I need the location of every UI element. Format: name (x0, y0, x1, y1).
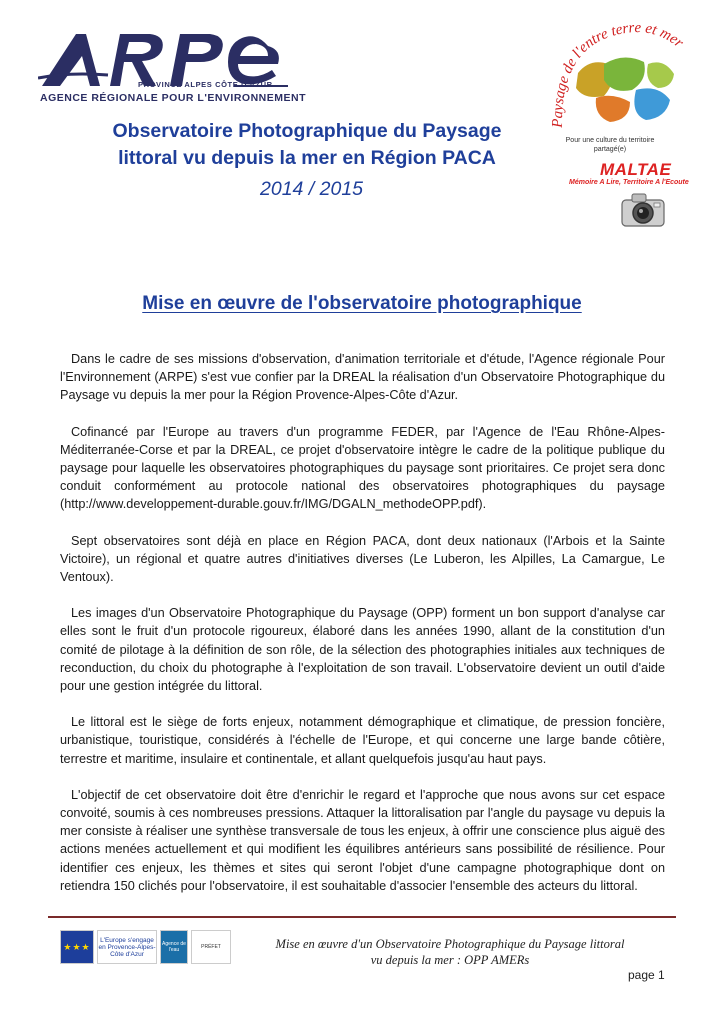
section-heading: Mise en œuvre de l'observatoire photographique (142, 293, 582, 314)
footer-divider (48, 916, 676, 918)
europe-engage-logo: L'Europe s'engage en Provence-Alpes-Côte d'Azur (97, 930, 157, 964)
maltae-name: MALTAE (600, 160, 672, 179)
camera-icon (618, 188, 668, 232)
maltae-tagline: Mémoire A Lire, Territoire A l'Ecoute (569, 179, 689, 186)
paragraph: Sept observatoires sont déjà en place en Région PACA, dont deux nationaux (l'Arbois et la Sainte Victoire), un régional et quatre autres d'initiatives diverses (Le Luberon, les Alpilles, La Camargue, Le Ventoux). (60, 533, 665, 585)
paragraph: Dans le cadre de ses missions d'observation, d'animation territoriale et d'étude, l'Agence régionale Pour l'Environnement (ARPE) s'est vue confier par la DREAL la réalisation d'un Observatoire Photographique du Paysage vu depuis la mer pour la Région Provence-Alpes-Côte d'Azur. (60, 352, 665, 403)
footer-line-1: Mise en œuvre d'un Observatoire Photographique du Paysage littoral (275, 937, 625, 951)
agence-eau-logo: Agence de l'eau (160, 930, 188, 964)
footer-line-2: vu depuis la mer : OPP AMERs (370, 953, 530, 967)
maltae-culture: Pour une culture du territoire partagé(e) (565, 137, 655, 153)
arpe-agency: AGENCE RÉGIONALE POUR L'ENVIRONNEMENT (40, 92, 307, 104)
paragraph: Les images d'un Observatoire Photographique du Paysage (OPP) forment un bon support d'analyse car elles sont le fruit d'un protocole rigoureux, élaboré dans les années 1990, allant de la constitution d'un comité de pilotage à la définition de son rôle, de la sélection des photographies initiales aux techniques de reconduction, du choix du photographe à l'exploitation de son travail. L'observatoire devient un outil d'aide pour une gestion intégrée du littoral. (60, 606, 665, 694)
paragraph: L'objectif de cet observatoire doit être d'enrichir le regard et l'approche que nous avons sur cet espace convoité, soumis à ces nombreuses pressions. Attaquer la littoralisation par l'angle du paysage vu depuis la mer consiste à réaliser une synthèse transversale de tous les enjeux, à offrir une conscience plus aiguë des actions menées actuellement et qui modifient les équilibres antérieurs sans possibilité de résilience. Pour identifier ces enjeux, les thèmes et sites qui seront l'objet d'une campagne photographique dont on retiendra 150 clichés pour l'observatoire, il est souhaitable d'associer l'ensemble des acteurs du littoral. (60, 787, 665, 893)
document-title (72, 118, 542, 172)
title-line-1: Observatoire Photographique du Paysage (112, 120, 502, 142)
partner-logos (60, 928, 231, 966)
page-number: page 1 (628, 968, 665, 982)
prefet-logo: PRÉFET (191, 930, 231, 964)
arpe-region: PROVINCE ALPES CÔTE D'AZUR (138, 80, 273, 89)
title-line-2: littoral vu depuis la mer en Région PACA (118, 147, 496, 169)
maltae-arc-text: Paysage de l'entre terre et mer (549, 19, 687, 128)
body-text (60, 350, 665, 913)
paragraph: Le littoral est le siège de forts enjeux, notamment démographique et climatique, de pression foncière, urbanistique, touristique, considérés à l'échelle de l'Europe, et qui concerne une large bande côtière, terrestre et maritime, insulaire et continentale, et allant quelquefois jusqu'au haut pays. (60, 715, 665, 766)
maltae-logo (540, 18, 720, 188)
paragraph: Cofinancé par l'Europe au travers d'un programme FEDER, par l'Agence de l'Eau Rhône-Alpes-Méditerranée-Corse et par la DREAL, ce projet d'observatoire intègre le cadre de la politique publique du paysage pour laquelle les observatoires photographiques du paysage sont prioritaires. Ce projet sera donc conduit conformément au protocole national des observatoires photographiques du paysage (http://www.developpement-durable.gouv.fr/IMG/DGALN_methodeOPP.pdf). (60, 424, 665, 512)
footer-caption (230, 936, 670, 968)
eu-flag-icon: ★★★ (60, 930, 94, 964)
title-years: 2014 / 2015 (260, 178, 364, 200)
